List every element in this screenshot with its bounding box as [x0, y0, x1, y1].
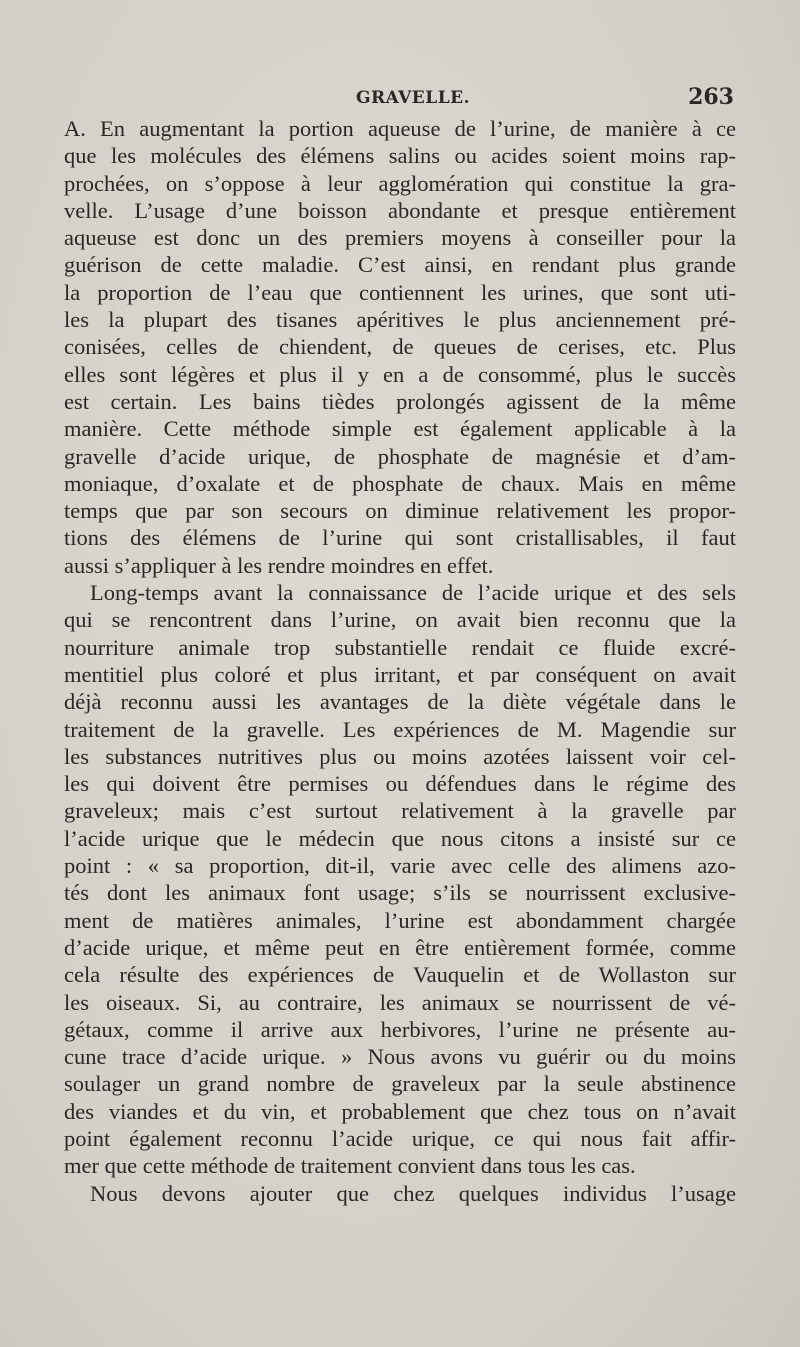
text-line: temps que par son secours on diminue relativement les propor-: [64, 498, 736, 524]
text-line: aqueuse est donc un des premiers moyens à conseiller pour la: [64, 225, 736, 251]
text-line: des viandes et du vin, et probablement que chez tous on n’avait: [64, 1098, 736, 1124]
text-line: point : « sa proportion, dit-il, varie avec celle des alimens azo-: [64, 853, 736, 879]
text-line: prochées, on s’oppose à leur agglomération qui constitue la gra-: [64, 170, 736, 196]
text-line: aussi s’appliquer à les rendre moindres en effet.: [64, 552, 494, 578]
text-line: cela résulte des expériences de Vauquelin et de Wollaston sur: [64, 962, 736, 988]
text-line: traitement de la gravelle. Les expériences de M. Magendie sur: [64, 716, 736, 742]
text-line: les la plupart des tisanes apéritives le plus anciennement pré-: [64, 307, 736, 333]
text-line: cune trace d’acide urique. » Nous avons vu guérir ou du moins: [64, 1044, 736, 1070]
page-number: 263: [688, 84, 734, 110]
text-line: les qui doivent être permises ou défendues dans le régime des: [64, 771, 736, 797]
text-line: que les molécules des élémens salins ou acides soient moins rap-: [64, 143, 736, 169]
text-line: velle. L’usage d’une boisson abondante et presque entièrement: [64, 197, 736, 223]
running-head: [64, 84, 736, 114]
text-line: d’acide urique, et même peut en être entièrement formée, comme: [64, 934, 736, 960]
text-line: qui se rencontrent dans l’urine, on avait bien reconnu que la: [64, 607, 736, 633]
text-line: gétaux, comme il arrive aux herbivores, l’urine ne présente au-: [64, 1016, 736, 1042]
text-line: déjà reconnu aussi les avantages de la diète végétale dans le: [64, 689, 736, 715]
text-line: mentitiel plus coloré et plus irritant, et par conséquent on avait: [64, 661, 736, 687]
text-line: graveleux; mais c’est surtout relativement à la gravelle par: [64, 798, 736, 824]
text-line: mer que cette méthode de traitement convient dans tous les cas.: [64, 1153, 636, 1179]
text-line: ment de matières animales, l’urine est abondamment chargée: [64, 907, 736, 933]
text-line: conisées, celles de chiendent, de queues de cerises, etc. Plus: [64, 334, 736, 360]
text-line: gravelle d’acide urique, de phosphate de magnésie et d’am-: [64, 443, 736, 469]
text-line: point également reconnu l’acide urique, ce qui nous fait affir-: [64, 1125, 736, 1151]
text-line: soulager un grand nombre de graveleux par la seule abstinence: [64, 1071, 736, 1097]
text-line: les oiseaux. Si, au contraire, les animaux se nourrissent de vé-: [64, 989, 736, 1015]
text-line: moniaque, d’oxalate et de phosphate de chaux. Mais en même: [64, 470, 736, 496]
text-line: tés dont les animaux font usage; s’ils se nourrissent exclusive-: [64, 880, 736, 906]
text-line: la proportion de l’eau que contiennent les urines, que sont uti-: [64, 279, 736, 305]
text-line: les substances nutritives plus ou moins azotées laissent voir cel-: [64, 743, 736, 769]
text-line: tions des élémens de l’urine qui sont cristallisables, il faut: [64, 525, 736, 551]
text-line: Long-temps avant la connaissance de l’acide urique et des sels: [90, 580, 736, 606]
text-line: elles sont légères et plus il y en a de consommé, plus le succès: [64, 361, 736, 387]
text-line: l’acide urique que le médecin que nous citons a insisté sur ce: [64, 825, 736, 851]
text-line: nourriture animale trop substantielle rendait ce fluide excré-: [64, 634, 736, 660]
text-line: A. En augmentant la portion aqueuse de l’urine, de manière à ce: [64, 116, 736, 141]
running-title: GRAVELLE.: [356, 88, 471, 108]
text-line: manière. Cette méthode simple est également applicable à la: [64, 416, 736, 442]
text-line: est certain. Les bains tièdes prolongés agissent de la même: [64, 388, 736, 414]
text-line: guérison de cette maladie. C’est ainsi, en rendant plus grande: [64, 252, 736, 278]
body-text: [64, 115, 736, 1207]
text-line: Nous devons ajouter que chez quelques individus l’usage: [90, 1180, 736, 1206]
